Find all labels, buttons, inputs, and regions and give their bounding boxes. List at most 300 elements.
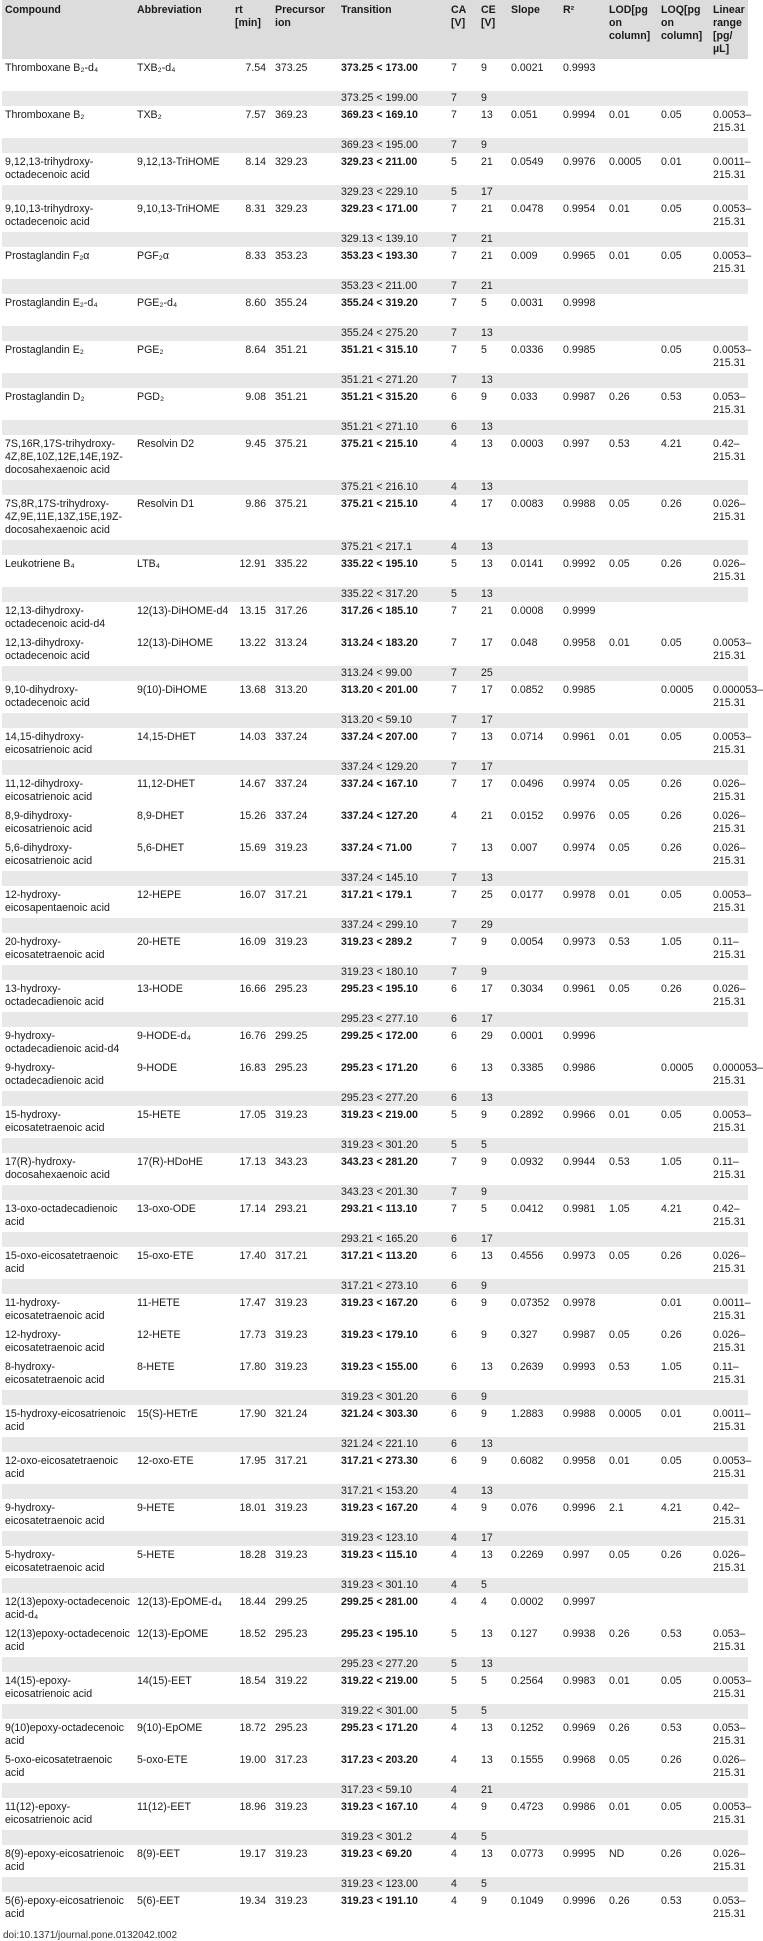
- subrow-empty-cell: [606, 1232, 658, 1247]
- subrow-empty-cell: [232, 420, 272, 435]
- subrow-empty-cell: [272, 1232, 338, 1247]
- ce-cell: 9: [481, 62, 487, 74]
- abbreviation-cell: 13-oxo-ODE: [137, 1203, 196, 1215]
- subrow-empty-cell: [134, 965, 232, 980]
- subrow-empty-cell: [658, 480, 710, 495]
- subrow-empty-cell: [658, 871, 710, 886]
- subrow-empty-cell: [232, 185, 272, 200]
- subrow-empty-cell: [232, 1578, 272, 1593]
- subrow-empty-cell: [560, 1531, 606, 1546]
- r2-cell: 0.9998: [563, 297, 596, 309]
- rt-cell: 18.96: [239, 1801, 266, 1813]
- table-row: [2, 1294, 748, 1326]
- loq-cell: 0.26: [661, 1329, 682, 1341]
- subrow-t-cell: 335.22 < 317.20: [338, 587, 448, 602]
- rt-cell: 14.67: [239, 778, 266, 790]
- ca-cell: 7: [451, 936, 457, 948]
- ca-cell: 4: [451, 1502, 457, 1514]
- loq-cell: [658, 1027, 710, 1059]
- subrow-empty-cell: [272, 1877, 338, 1892]
- r2-cell: 0.9958: [563, 637, 596, 649]
- lod-cell: 0.01: [609, 731, 630, 743]
- abbreviation-cell: PGE₂-d₄: [137, 297, 178, 309]
- precursor-cell: 319.23: [275, 1109, 308, 1121]
- subrow-ca-cell: 4: [448, 480, 478, 495]
- compound-cell: 13-hydroxy-octadecadienoic acid: [5, 983, 104, 1008]
- column-header: CA [V]: [448, 0, 478, 59]
- subrow-t-cell: 295.23 < 277.20: [338, 1091, 448, 1106]
- rt-cell: 8.31: [245, 203, 266, 215]
- subrow-t-cell: 375.21 < 217.1: [338, 540, 448, 555]
- subrow-empty-cell: [508, 373, 560, 388]
- precursor-cell: 317.26: [275, 605, 308, 617]
- transition-cell: 319.23 < 167.20: [341, 1297, 418, 1309]
- subrow-ca-cell: 5: [448, 185, 478, 200]
- lod-cell: 0.26: [609, 1722, 630, 1734]
- subrow-ce-cell: 17: [478, 760, 508, 775]
- subrow-empty-cell: [272, 1012, 338, 1027]
- column-header: Linear range [pg/µL]: [710, 0, 748, 59]
- subrow-empty-cell: [272, 1704, 338, 1719]
- transition-cell: 295.23 < 171.20: [341, 1062, 418, 1074]
- loq-cell: 0.53: [661, 1895, 682, 1907]
- subrow-empty-cell: [2, 1484, 134, 1499]
- subrow-ca-cell: 4: [448, 1783, 478, 1798]
- ca-cell: 4: [451, 1596, 457, 1608]
- subrow-empty-cell: [2, 1531, 134, 1546]
- subrow-ce-cell: 5: [478, 1138, 508, 1153]
- loq-cell: 0.01: [661, 156, 682, 168]
- subrow-empty-cell: [658, 1232, 710, 1247]
- slope-cell: 0.0932: [511, 1156, 544, 1168]
- precursor-cell: 351.21: [275, 344, 308, 356]
- rt-cell: 15.69: [239, 842, 266, 854]
- subrow-empty-cell: [710, 587, 748, 602]
- lod-cell: 0.05: [609, 1329, 630, 1341]
- rt-cell: 12.91: [239, 558, 266, 570]
- ce-cell: 9: [481, 1455, 487, 1467]
- subrow-empty-cell: [658, 1657, 710, 1672]
- linear-range-cell: 0.026–215.31: [713, 983, 746, 1008]
- ce-cell: 9: [481, 391, 487, 403]
- compound-cell: 15-hydroxy-eicosatetraenoic acid: [5, 1109, 105, 1134]
- subrow-empty-cell: [508, 1390, 560, 1405]
- rt-cell: 18.01: [239, 1502, 266, 1514]
- rt-cell: 7.54: [245, 62, 266, 74]
- loq-cell: 0.26: [661, 1549, 682, 1561]
- rt-cell: 8.14: [245, 156, 266, 168]
- transition-cell: 319.23 < 167.10: [341, 1801, 418, 1813]
- precursor-cell: 319.23: [275, 936, 308, 948]
- ce-cell: 9: [481, 1156, 487, 1168]
- subrow-empty-cell: [606, 666, 658, 681]
- rt-cell: 9.08: [245, 391, 266, 403]
- abbreviation-cell: 20-HETE: [137, 936, 181, 948]
- compound-cell: Leukotriene B₄: [5, 558, 75, 570]
- subrow-empty-cell: [658, 540, 710, 555]
- linear-range-cell: 0.0053–215.31: [713, 1675, 752, 1700]
- abbreviation-cell: 14,15-DHET: [137, 731, 196, 743]
- subrow-empty-cell: [2, 232, 134, 247]
- slope-cell: 0.0177: [511, 889, 544, 901]
- column-header: Transition: [338, 0, 448, 59]
- transition-cell: 319.23 < 289.2: [341, 936, 412, 948]
- subrow-empty-cell: [710, 480, 748, 495]
- table-row: [2, 1326, 748, 1358]
- subrow-ca-cell: 6: [448, 1279, 478, 1294]
- subrow-empty-cell: [560, 232, 606, 247]
- subrow-ce-cell: 13: [478, 587, 508, 602]
- precursor-cell: 319.23: [275, 1502, 308, 1514]
- subrow-ce-cell: 25: [478, 666, 508, 681]
- subrow-empty-cell: [232, 1484, 272, 1499]
- slope-cell: 0.0054: [511, 936, 544, 948]
- loq-cell: 0.05: [661, 731, 682, 743]
- slope-cell: 0.007: [511, 842, 538, 854]
- table-row: [2, 602, 748, 634]
- subrow-t-cell: 337.24 < 299.10: [338, 918, 448, 933]
- subrow-empty-cell: [232, 1185, 272, 1200]
- ce-cell: 13: [481, 1250, 493, 1262]
- loq-cell: 0.53: [661, 1628, 682, 1640]
- subrow-ce-cell: 9: [478, 91, 508, 106]
- subrow-t-cell: 343.23 < 201.30: [338, 1185, 448, 1200]
- slope-cell: 0.0773: [511, 1848, 544, 1860]
- subrow-empty-cell: [272, 760, 338, 775]
- table-subrow: [2, 1279, 748, 1294]
- subrow-ce-cell: 9: [478, 1390, 508, 1405]
- lod-cell: 0.05: [609, 842, 630, 854]
- subrow-ce-cell: 17: [478, 185, 508, 200]
- transition-cell: 293.21 < 113.10: [341, 1203, 418, 1215]
- r2-cell: 0.9961: [563, 983, 596, 995]
- precursor-cell: 293.21: [275, 1203, 308, 1215]
- subrow-empty-cell: [232, 1437, 272, 1452]
- abbreviation-cell: 15(S)-HETrE: [137, 1408, 198, 1420]
- compound-cell: 12(13)epoxy-octadecenoic acid: [5, 1628, 130, 1653]
- subrow-ca-cell: 5: [448, 1704, 478, 1719]
- linear-range-cell: [710, 602, 748, 634]
- subrow-empty-cell: [560, 185, 606, 200]
- rt-cell: 18.54: [239, 1675, 266, 1687]
- subrow-empty-cell: [710, 760, 748, 775]
- subrow-empty-cell: [710, 713, 748, 728]
- subrow-empty-cell: [272, 1531, 338, 1546]
- subrow-ca-cell: 4: [448, 1578, 478, 1593]
- transition-cell: 313.20 < 201.00: [341, 684, 418, 696]
- rt-cell: 17.47: [239, 1297, 266, 1309]
- compound-cell: Prostaglandin D₂: [5, 391, 85, 403]
- r2-cell: 0.9995: [563, 1848, 596, 1860]
- subrow-empty-cell: [560, 1012, 606, 1027]
- loq-cell: 0.26: [661, 1250, 682, 1262]
- subrow-empty-cell: [134, 279, 232, 294]
- subrow-ca-cell: 6: [448, 1012, 478, 1027]
- subrow-empty-cell: [606, 1877, 658, 1892]
- subrow-empty-cell: [272, 232, 338, 247]
- subrow-empty-cell: [606, 1012, 658, 1027]
- lod-cell: 0.05: [609, 1250, 630, 1262]
- slope-cell: 0.0852: [511, 684, 544, 696]
- lod-cell: ND: [609, 1848, 625, 1860]
- subrow-empty-cell: [710, 373, 748, 388]
- lod-cell: 0.0005: [609, 1408, 642, 1420]
- subrow-ca-cell: 6: [448, 420, 478, 435]
- table-row: [2, 980, 748, 1012]
- precursor-cell: 313.20: [275, 684, 308, 696]
- ca-cell: 5: [451, 1628, 457, 1640]
- table-row: [2, 106, 748, 138]
- compound-cell: 8,9-dihydroxy-eicosatrienoic acid: [5, 810, 93, 835]
- subrow-empty-cell: [272, 1484, 338, 1499]
- table-subrow: [2, 760, 748, 775]
- subrow-empty-cell: [508, 1279, 560, 1294]
- table-subrow: [2, 1531, 748, 1546]
- ca-cell: 4: [451, 1848, 457, 1860]
- ce-cell: 25: [481, 889, 493, 901]
- slope-cell: 0.1555: [511, 1754, 544, 1766]
- subrow-ce-cell: 29: [478, 918, 508, 933]
- subrow-t-cell: 329.13 < 139.10: [338, 232, 448, 247]
- r2-cell: 0.9974: [563, 842, 596, 854]
- subrow-empty-cell: [2, 871, 134, 886]
- transition-cell: 321.24 < 303.30: [341, 1408, 418, 1420]
- compound-cell: 5,6-dihydroxy-eicosatrienoic acid: [5, 842, 93, 867]
- slope-cell: 0.3385: [511, 1062, 544, 1074]
- ca-cell: 7: [451, 605, 457, 617]
- subrow-empty-cell: [710, 1390, 748, 1405]
- abbreviation-cell: 9(10)-DiHOME: [137, 684, 208, 696]
- subrow-empty-cell: [272, 1390, 338, 1405]
- compound-cell: 12-hydroxy-eicosapentaenoic acid: [5, 889, 110, 914]
- subrow-empty-cell: [134, 1531, 232, 1546]
- lod-cell: 0.53: [609, 1361, 630, 1373]
- subrow-empty-cell: [134, 871, 232, 886]
- rt-cell: 18.72: [239, 1722, 266, 1734]
- subrow-empty-cell: [134, 760, 232, 775]
- precursor-cell: 321.24: [275, 1408, 308, 1420]
- subrow-empty-cell: [710, 232, 748, 247]
- subrow-empty-cell: [272, 420, 338, 435]
- slope-cell: 0.0152: [511, 810, 544, 822]
- abbreviation-cell: 8-HETE: [137, 1361, 175, 1373]
- table-row: [2, 1027, 748, 1059]
- subrow-ce-cell: 13: [478, 1091, 508, 1106]
- r2-cell: 0.9973: [563, 936, 596, 948]
- subrow-empty-cell: [710, 1783, 748, 1798]
- linear-range-cell: 0.000053–215.31: [713, 684, 763, 709]
- precursor-cell: 329.23: [275, 203, 308, 215]
- subrow-empty-cell: [232, 1704, 272, 1719]
- subrow-t-cell: 313.20 < 59.10: [338, 713, 448, 728]
- subrow-empty-cell: [2, 1232, 134, 1247]
- table-row: [2, 1153, 748, 1185]
- abbreviation-cell: 9-HETE: [137, 1502, 175, 1514]
- compound-cell: 5(6)-epoxy-eicosatrienoic acid: [5, 1895, 124, 1920]
- subrow-empty-cell: [606, 279, 658, 294]
- linear-range-cell: 0.026–215.31: [713, 498, 746, 523]
- ce-cell: 13: [481, 1722, 493, 1734]
- loq-cell: 0.05: [661, 1455, 682, 1467]
- subrow-ca-cell: 7: [448, 232, 478, 247]
- ce-cell: 13: [481, 1754, 493, 1766]
- table-row: [2, 1719, 748, 1751]
- precursor-cell: 319.23: [275, 1329, 308, 1341]
- subrow-empty-cell: [658, 1531, 710, 1546]
- compound-cell: 11-hydroxy-eicosatetraenoic acid: [5, 1297, 105, 1322]
- subrow-empty-cell: [658, 1279, 710, 1294]
- table-header-row: [2, 0, 748, 59]
- subrow-empty-cell: [272, 1783, 338, 1798]
- linear-range-cell: 0.000053–215.31: [713, 1062, 763, 1087]
- transition-cell: 355.24 < 319.20: [341, 297, 418, 309]
- slope-cell: 0.2892: [511, 1109, 544, 1121]
- loq-cell: 0.05: [661, 1675, 682, 1687]
- subrow-empty-cell: [134, 91, 232, 106]
- loq-cell: 0.05: [661, 889, 682, 901]
- precursor-cell: 317.21: [275, 889, 308, 901]
- subrow-empty-cell: [606, 1783, 658, 1798]
- subrow-empty-cell: [272, 1279, 338, 1294]
- ce-cell: 9: [481, 1329, 487, 1341]
- subrow-ce-cell: 9: [478, 965, 508, 980]
- r2-cell: 0.9978: [563, 1297, 596, 1309]
- subrow-empty-cell: [232, 1138, 272, 1153]
- r2-cell: 0.9985: [563, 684, 596, 696]
- subrow-empty-cell: [658, 232, 710, 247]
- abbreviation-cell: TXB₂: [137, 109, 162, 121]
- subrow-empty-cell: [560, 871, 606, 886]
- loq-cell: 1.05: [661, 1156, 682, 1168]
- subrow-empty-cell: [560, 1138, 606, 1153]
- slope-cell: 0.033: [511, 391, 538, 403]
- table-subrow: [2, 1704, 748, 1719]
- loq-cell: 0.05: [661, 1801, 682, 1813]
- precursor-cell: 319.23: [275, 842, 308, 854]
- compound-cell: 7S,8R,17S-trihydroxy-4Z,9E,11E,13Z,15E,19Z-docosahexaenoic acid: [5, 498, 122, 536]
- r2-cell: 0.9986: [563, 1062, 596, 1074]
- slope-cell: 0.127: [511, 1628, 538, 1640]
- abbreviation-cell: 9-HODE-d₄: [137, 1030, 191, 1042]
- ca-cell: 7: [451, 778, 457, 790]
- subrow-empty-cell: [508, 91, 560, 106]
- transition-cell: 319.23 < 69.20: [341, 1848, 412, 1860]
- subrow-empty-cell: [232, 279, 272, 294]
- subrow-ce-cell: 13: [478, 326, 508, 341]
- ce-cell: 17: [481, 983, 493, 995]
- subrow-ce-cell: 13: [478, 373, 508, 388]
- subrow-ce-cell: 13: [478, 871, 508, 886]
- precursor-cell: 319.23: [275, 1297, 308, 1309]
- lod-cell: 0.01: [609, 203, 630, 215]
- linear-range-cell: 0.42–215.31: [713, 1203, 746, 1228]
- subrow-empty-cell: [508, 326, 560, 341]
- subrow-empty-cell: [658, 279, 710, 294]
- lod-cell: 0.01: [609, 1455, 630, 1467]
- compound-cell: 11,12-dihydroxy-eicosatrienoic acid: [5, 778, 93, 803]
- compound-cell: 5-hydroxy-eicosatetraenoic acid: [5, 1549, 105, 1574]
- subrow-ca-cell: 7: [448, 1185, 478, 1200]
- lod-cell: 0.01: [609, 889, 630, 901]
- subrow-empty-cell: [272, 1830, 338, 1845]
- subrow-empty-cell: [134, 713, 232, 728]
- subrow-ce-cell: 13: [478, 540, 508, 555]
- loq-cell: 4.21: [661, 1502, 682, 1514]
- column-header: LOQ[pg on column]: [658, 0, 710, 59]
- rt-cell: 15.26: [239, 810, 266, 822]
- ce-cell: 5: [481, 1675, 487, 1687]
- lod-cell: 2.1: [609, 1502, 624, 1514]
- linear-range-cell: 0.42–215.31: [713, 1502, 746, 1527]
- subrow-empty-cell: [272, 713, 338, 728]
- table-subrow: [2, 1783, 748, 1798]
- subrow-empty-cell: [508, 1531, 560, 1546]
- subrow-empty-cell: [232, 1012, 272, 1027]
- subrow-empty-cell: [560, 1279, 606, 1294]
- data-table: [2, 0, 763, 1924]
- slope-cell: 0.327: [511, 1329, 538, 1341]
- subrow-t-cell: 337.24 < 129.20: [338, 760, 448, 775]
- subrow-empty-cell: [134, 185, 232, 200]
- lod-cell: 0.05: [609, 1754, 630, 1766]
- precursor-cell: 319.23: [275, 1848, 308, 1860]
- ce-cell: 13: [481, 438, 493, 450]
- subrow-empty-cell: [2, 1091, 134, 1106]
- subrow-empty-cell: [2, 760, 134, 775]
- loq-cell: [658, 602, 710, 634]
- r2-cell: 0.9954: [563, 203, 596, 215]
- subrow-empty-cell: [710, 1830, 748, 1845]
- subrow-empty-cell: [508, 1091, 560, 1106]
- subrow-empty-cell: [658, 1390, 710, 1405]
- subrow-empty-cell: [710, 279, 748, 294]
- abbreviation-cell: PGD₂: [137, 391, 165, 403]
- subrow-ca-cell: 7: [448, 666, 478, 681]
- linear-range-cell: [710, 1593, 748, 1625]
- subrow-empty-cell: [560, 1657, 606, 1672]
- table-subrow: [2, 666, 748, 681]
- ce-cell: 9: [481, 1801, 487, 1813]
- abbreviation-cell: 17(R)-HDoHE: [137, 1156, 203, 1168]
- subrow-empty-cell: [272, 1185, 338, 1200]
- ca-cell: 4: [451, 1549, 457, 1561]
- compound-cell: 14,15-dihydroxy-eicosatrienoic acid: [5, 731, 93, 756]
- r2-cell: 0.997: [563, 438, 590, 450]
- abbreviation-cell: 8(9)-EET: [137, 1848, 180, 1860]
- slope-cell: 0.076: [511, 1502, 538, 1514]
- transition-cell: 369.23 < 169.10: [341, 109, 418, 121]
- table-row: [2, 1059, 748, 1091]
- loq-cell: 0.26: [661, 498, 682, 510]
- ce-cell: 9: [481, 1895, 487, 1907]
- subrow-t-cell: 329.23 < 229.10: [338, 185, 448, 200]
- precursor-cell: 317.21: [275, 1455, 308, 1467]
- subrow-empty-cell: [658, 965, 710, 980]
- loq-cell: 0.26: [661, 983, 682, 995]
- subrow-empty-cell: [232, 1830, 272, 1845]
- loq-cell: 0.26: [661, 1754, 682, 1766]
- subrow-empty-cell: [658, 918, 710, 933]
- ca-cell: 6: [451, 1455, 457, 1467]
- lod-cell: [606, 681, 658, 713]
- table-row: [2, 1358, 748, 1390]
- ca-cell: 6: [451, 1297, 457, 1309]
- subrow-empty-cell: [560, 1578, 606, 1593]
- subrow-empty-cell: [560, 1783, 606, 1798]
- transition-cell: 337.24 < 207.00: [341, 731, 418, 743]
- subrow-empty-cell: [134, 1279, 232, 1294]
- subrow-ca-cell: 5: [448, 1138, 478, 1153]
